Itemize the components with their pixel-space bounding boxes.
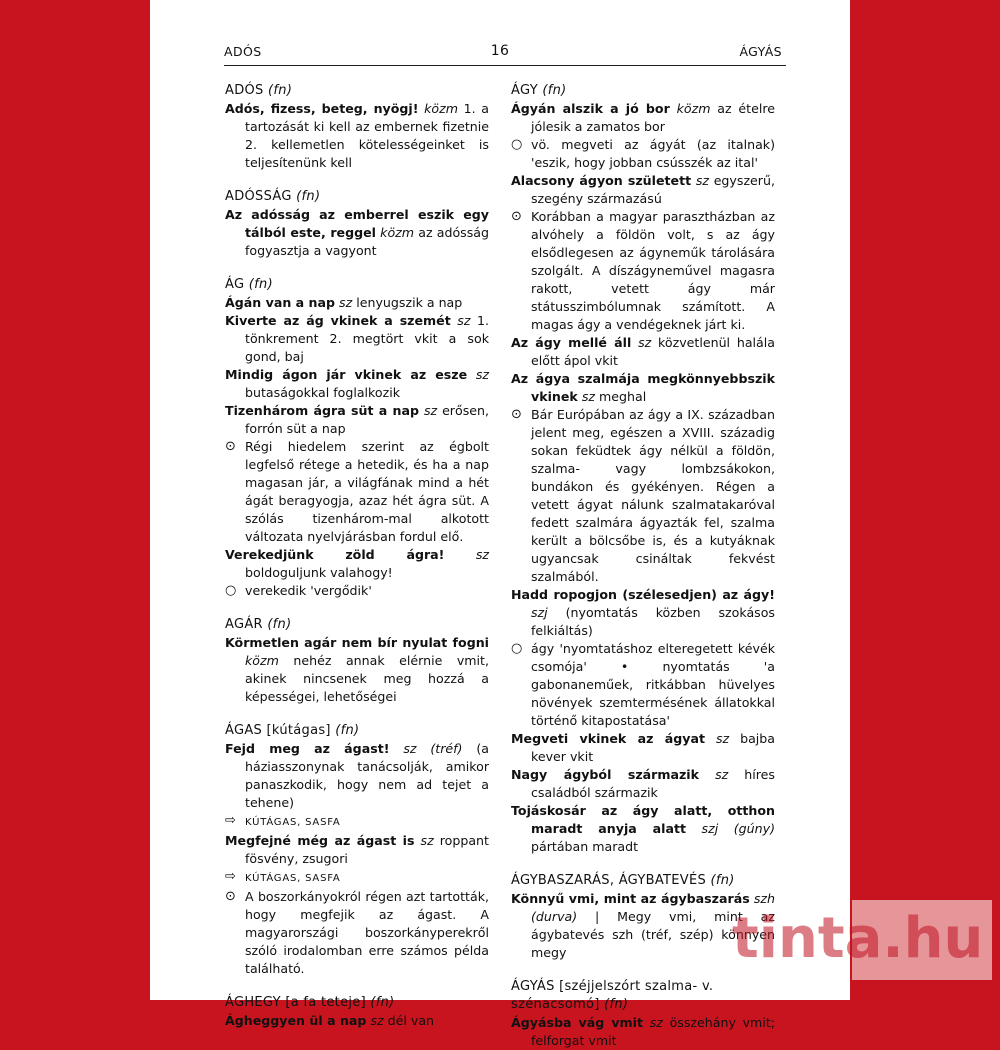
explanatory-note bbox=[225, 438, 489, 546]
entry-definition: 1. a tartozását ki kell az embernek fizetnie 2. kellemetlen kötelességeinket is teljesítenünk kell bbox=[245, 101, 489, 170]
explanatory-note bbox=[511, 406, 775, 586]
entry-phrase: Ágán van a nap bbox=[225, 295, 336, 310]
note-text: ágy 'nyomtatáshoz elteregetett kévék csomója' • nyomtatás 'a gabonaneműek, ritkábban hüvelyes növények szemtermésének állatokkal történő kitapostatása' bbox=[531, 641, 775, 728]
note-text: A boszorkányokról régen azt tartották, hogy megfejik az ágast. A magyarországi boszorkányperekről szóló irodalomban erre számos példa található. bbox=[245, 889, 489, 976]
headword bbox=[511, 82, 775, 100]
part-of-speech: (fn) bbox=[335, 723, 360, 738]
dictionary-entry bbox=[511, 172, 775, 208]
entry-definition: butaságokkal foglalkozik bbox=[245, 385, 400, 400]
dictionary-entry bbox=[511, 100, 775, 136]
dictionary-entry bbox=[225, 402, 489, 438]
usage-label: sz bbox=[475, 367, 489, 382]
usage-label: közm bbox=[245, 653, 279, 668]
explanatory-note bbox=[225, 888, 489, 978]
entry-definition: erősen, forrón süt a nap bbox=[245, 403, 489, 436]
part-of-speech: (fn) bbox=[268, 83, 293, 98]
headword-term: ÁGYÁS [széjjelszórt szalma- v. szénacsomó] bbox=[511, 979, 714, 1012]
entry-phrase: Nagy ágyból származik bbox=[511, 767, 700, 782]
dictionary-entry bbox=[225, 100, 489, 172]
dictionary-entry bbox=[225, 312, 489, 366]
arrow-right-icon: ⇨ bbox=[225, 813, 236, 828]
entry-phrase: Ágyán alszik a jó bor bbox=[511, 101, 670, 116]
dictionary-entry bbox=[225, 1012, 489, 1030]
headword bbox=[511, 872, 775, 890]
dictionary-entry bbox=[225, 832, 489, 868]
explanatory-note bbox=[511, 208, 775, 334]
entry-definition: boldoguljunk valahogy! bbox=[245, 565, 393, 580]
usage-label: sz bbox=[420, 833, 434, 848]
headword-term: ÁGAS [kútágas] bbox=[225, 723, 331, 738]
headword bbox=[225, 722, 489, 740]
usage-label: közm bbox=[424, 101, 458, 116]
entry-definition: híres családból származik bbox=[531, 767, 775, 800]
entry-definition: 1. tönkrement 2. megtört vkit a sok gond, baj bbox=[245, 313, 489, 364]
entry-phrase: Hadd ropogjon (szélesedjen) az ágy! bbox=[511, 587, 775, 602]
entry-phrase: Könnyű vmi, mint az ágybaszarás bbox=[511, 891, 750, 906]
part-of-speech: (fn) bbox=[248, 277, 273, 292]
entry-phrase: Adós, fizess, beteg, nyögj! bbox=[225, 101, 419, 116]
circle-icon: ○ bbox=[511, 641, 523, 656]
dictionary-entry bbox=[225, 206, 489, 260]
cross-reference bbox=[225, 812, 489, 832]
usage-label: sz bbox=[457, 313, 471, 328]
dictionary-entry bbox=[225, 634, 489, 706]
note-text: Bár Európában az ágy a IX. században jelent meg, egészen a XVIII. századig sokan feküdtek ágy nélkül a földön, szalma- vagy lombzsákokon, bundákon és gyékényen. Régen a vetett ágyat nálunk szalmatakaróval fedett szalmára ágyazták fel, szalma került a bölcsőbe is, és a kutyáknak ugyancsak csináltak fekvést szalmából. bbox=[531, 407, 775, 584]
usage-label: közm bbox=[380, 225, 415, 240]
entry-definition: lenyugszik a nap bbox=[356, 295, 463, 310]
entry-definition: dél van bbox=[387, 1013, 435, 1028]
header-rule bbox=[224, 65, 786, 66]
headword-term: ADÓSSÁG bbox=[225, 189, 292, 204]
circle-dot-icon: ⊙ bbox=[511, 407, 522, 422]
entry-phrase: Fejd meg az ágast! bbox=[225, 741, 390, 756]
headword-term: AGÁR bbox=[225, 617, 263, 632]
entry-definition: meghal bbox=[599, 389, 647, 404]
note-text: Korábban a magyar parasztházban az alvóhely a földön volt, s az ágy elsődlegesen az ágyneműk tárolására szolgált. A díszágyneművel magasra rakott, vetett ágy már státusszimbólumnak számított. A magas ágy a vendégeknek járt ki. bbox=[531, 209, 775, 332]
usage-label: sz bbox=[715, 767, 729, 782]
usage-label: sz bbox=[581, 389, 595, 404]
entry-definition: egyszerű, szegény származású bbox=[531, 173, 775, 206]
usage-label: szj bbox=[531, 605, 548, 620]
part-of-speech: (fn) bbox=[370, 995, 395, 1010]
usage-label: sz bbox=[423, 403, 438, 418]
dictionary-page bbox=[150, 0, 850, 1048]
note-text: vö. megveti az ágyát (az italnak) 'eszik, hogy jobban csússzék az ital' bbox=[531, 137, 775, 170]
watermark-logo: tinta.hu bbox=[732, 906, 984, 971]
circle-icon: ○ bbox=[511, 137, 523, 152]
entry-phrase: Ágheggyen ül a nap bbox=[225, 1013, 367, 1028]
headword-term: ÁGYBASZARÁS, ÁGYBATEVÉS bbox=[511, 873, 707, 888]
entry-phrase: Körmetlen agár nem bír nyulat fogni bbox=[225, 635, 489, 650]
cross-reference bbox=[225, 868, 489, 888]
headword bbox=[225, 82, 489, 100]
note-text: verekedik 'vergődik' bbox=[245, 583, 372, 598]
entry-phrase: Az ágya szalmája megkönnyebbszik vkinek bbox=[511, 371, 775, 404]
note-text: KÚTÁGAS, SASFA bbox=[245, 873, 341, 884]
part-of-speech: (fn) bbox=[542, 83, 567, 98]
arrow-right-icon: ⇨ bbox=[225, 869, 236, 884]
entry-definition: összehány vmit; felforgat vmit bbox=[531, 1015, 776, 1048]
entry-definition: (a háziasszonynak tanácsolják, amikor panaszkodik, hogy nem ad tejet a tehene) bbox=[245, 741, 489, 810]
headword bbox=[225, 616, 489, 634]
part-of-speech: (fn) bbox=[710, 873, 735, 888]
watermark bbox=[732, 900, 992, 980]
entry-definition: az adósság fogyasztja a vagyont bbox=[245, 225, 489, 258]
circle-dot-icon: ⊙ bbox=[225, 439, 236, 454]
running-head-right: ÁGYÁS bbox=[739, 44, 782, 59]
entry-definition: az ételre jólesik a zamatos bor bbox=[531, 101, 775, 134]
left-column bbox=[225, 82, 489, 1030]
usage-label: sz bbox=[638, 335, 652, 350]
dictionary-entry bbox=[511, 730, 775, 766]
usage-label: szh (durva) bbox=[531, 891, 775, 924]
entry-definition: (nyomtatás közben szokásos felkiáltás) bbox=[531, 605, 775, 638]
entry-definition: közvetlenül halála előtt ápol vkit bbox=[531, 335, 775, 368]
headword bbox=[225, 994, 489, 1012]
note-text: Régi hiedelem szerint az égbolt legfelső rétege a hetedik, és ha a nap magasan jár, a világfának mind a hét ágát beragyogja, azaz hét ágra süt. A szólás tizenhárom-mal alkotott változata nyelvjárásban fordul elő. bbox=[245, 439, 489, 544]
page-number: 16 bbox=[490, 43, 510, 59]
usage-label: sz bbox=[370, 1013, 384, 1028]
headword bbox=[225, 276, 489, 294]
part-of-speech: (fn) bbox=[267, 617, 292, 632]
usage-label: sz bbox=[339, 295, 353, 310]
part-of-speech: (fn) bbox=[604, 997, 629, 1012]
dictionary-entry bbox=[511, 802, 775, 856]
usage-label: sz bbox=[715, 731, 730, 746]
entry-definition: roppant fösvény, zsugori bbox=[245, 833, 489, 866]
entry-phrase: Ágyásba vág vmit bbox=[511, 1015, 644, 1030]
entry-definition: bajba kever vkit bbox=[531, 731, 775, 764]
entry-phrase: Verekedjünk zöld ágra! bbox=[225, 547, 445, 562]
dictionary-entry bbox=[511, 766, 775, 802]
entry-phrase: Tizenhárom ágra süt a nap bbox=[225, 403, 420, 418]
headword-term: ÁGY bbox=[511, 83, 538, 98]
circle-dot-icon: ⊙ bbox=[225, 889, 236, 904]
headword bbox=[511, 978, 775, 1014]
entry-phrase: Mindig ágon jár vkinek az esze bbox=[225, 367, 468, 382]
dictionary-entry bbox=[511, 586, 775, 640]
headword-term: ÁGHEGY [a fa teteje] bbox=[225, 995, 366, 1010]
dictionary-entry bbox=[225, 740, 489, 812]
entry-phrase: Az ágy mellé áll bbox=[511, 335, 632, 350]
entry-phrase: Megveti vkinek az ágyat bbox=[511, 731, 705, 746]
running-head-left: ADÓS bbox=[224, 44, 262, 59]
entry-phrase: Tojáskosár az ágy alatt, otthon maradt anyja alatt bbox=[511, 803, 775, 836]
usage-label: szj (gúny) bbox=[701, 821, 775, 836]
dictionary-entry bbox=[225, 366, 489, 402]
dictionary-entry bbox=[225, 294, 489, 312]
usage-label: sz bbox=[475, 547, 489, 562]
circle-icon: ○ bbox=[225, 583, 237, 598]
note-text: KÚTÁGAS, SASFA bbox=[245, 817, 341, 828]
headword-term: ADÓS bbox=[225, 83, 264, 98]
usage-label: sz bbox=[649, 1015, 663, 1030]
usage-label: sz (tréf) bbox=[403, 741, 463, 756]
entry-phrase: Megfejné még az ágast is bbox=[225, 833, 415, 848]
circle-dot-icon: ⊙ bbox=[511, 209, 522, 224]
dictionary-entry bbox=[511, 334, 775, 370]
dictionary-entry bbox=[511, 1014, 775, 1050]
entry-phrase: Az adósság az emberrel eszik egy tálból este, reggel bbox=[225, 207, 489, 240]
entry-phrase: Alacsony ágyon született bbox=[511, 173, 692, 188]
entry-phrase: Kiverte az ág vkinek a szemét bbox=[225, 313, 451, 328]
explanatory-note bbox=[511, 136, 775, 172]
entry-definition: | Megy vmi, mint az ágybatevés szh (tréf, szép) könnyen megy bbox=[531, 909, 775, 960]
entry-definition: pártában maradt bbox=[531, 839, 639, 854]
explanatory-note bbox=[511, 640, 775, 730]
usage-label: sz bbox=[695, 173, 709, 188]
dictionary-entry bbox=[225, 546, 489, 582]
entry-definition: nehéz annak elérnie vmit, akinek nincsenek meg hozzá a képességei, lehetőségei bbox=[245, 653, 489, 704]
explanatory-note bbox=[225, 582, 489, 600]
usage-label: közm bbox=[676, 101, 711, 116]
part-of-speech: (fn) bbox=[296, 189, 321, 204]
dictionary-entry bbox=[511, 370, 775, 406]
headword-term: ÁG bbox=[225, 277, 245, 292]
headword bbox=[225, 188, 489, 206]
